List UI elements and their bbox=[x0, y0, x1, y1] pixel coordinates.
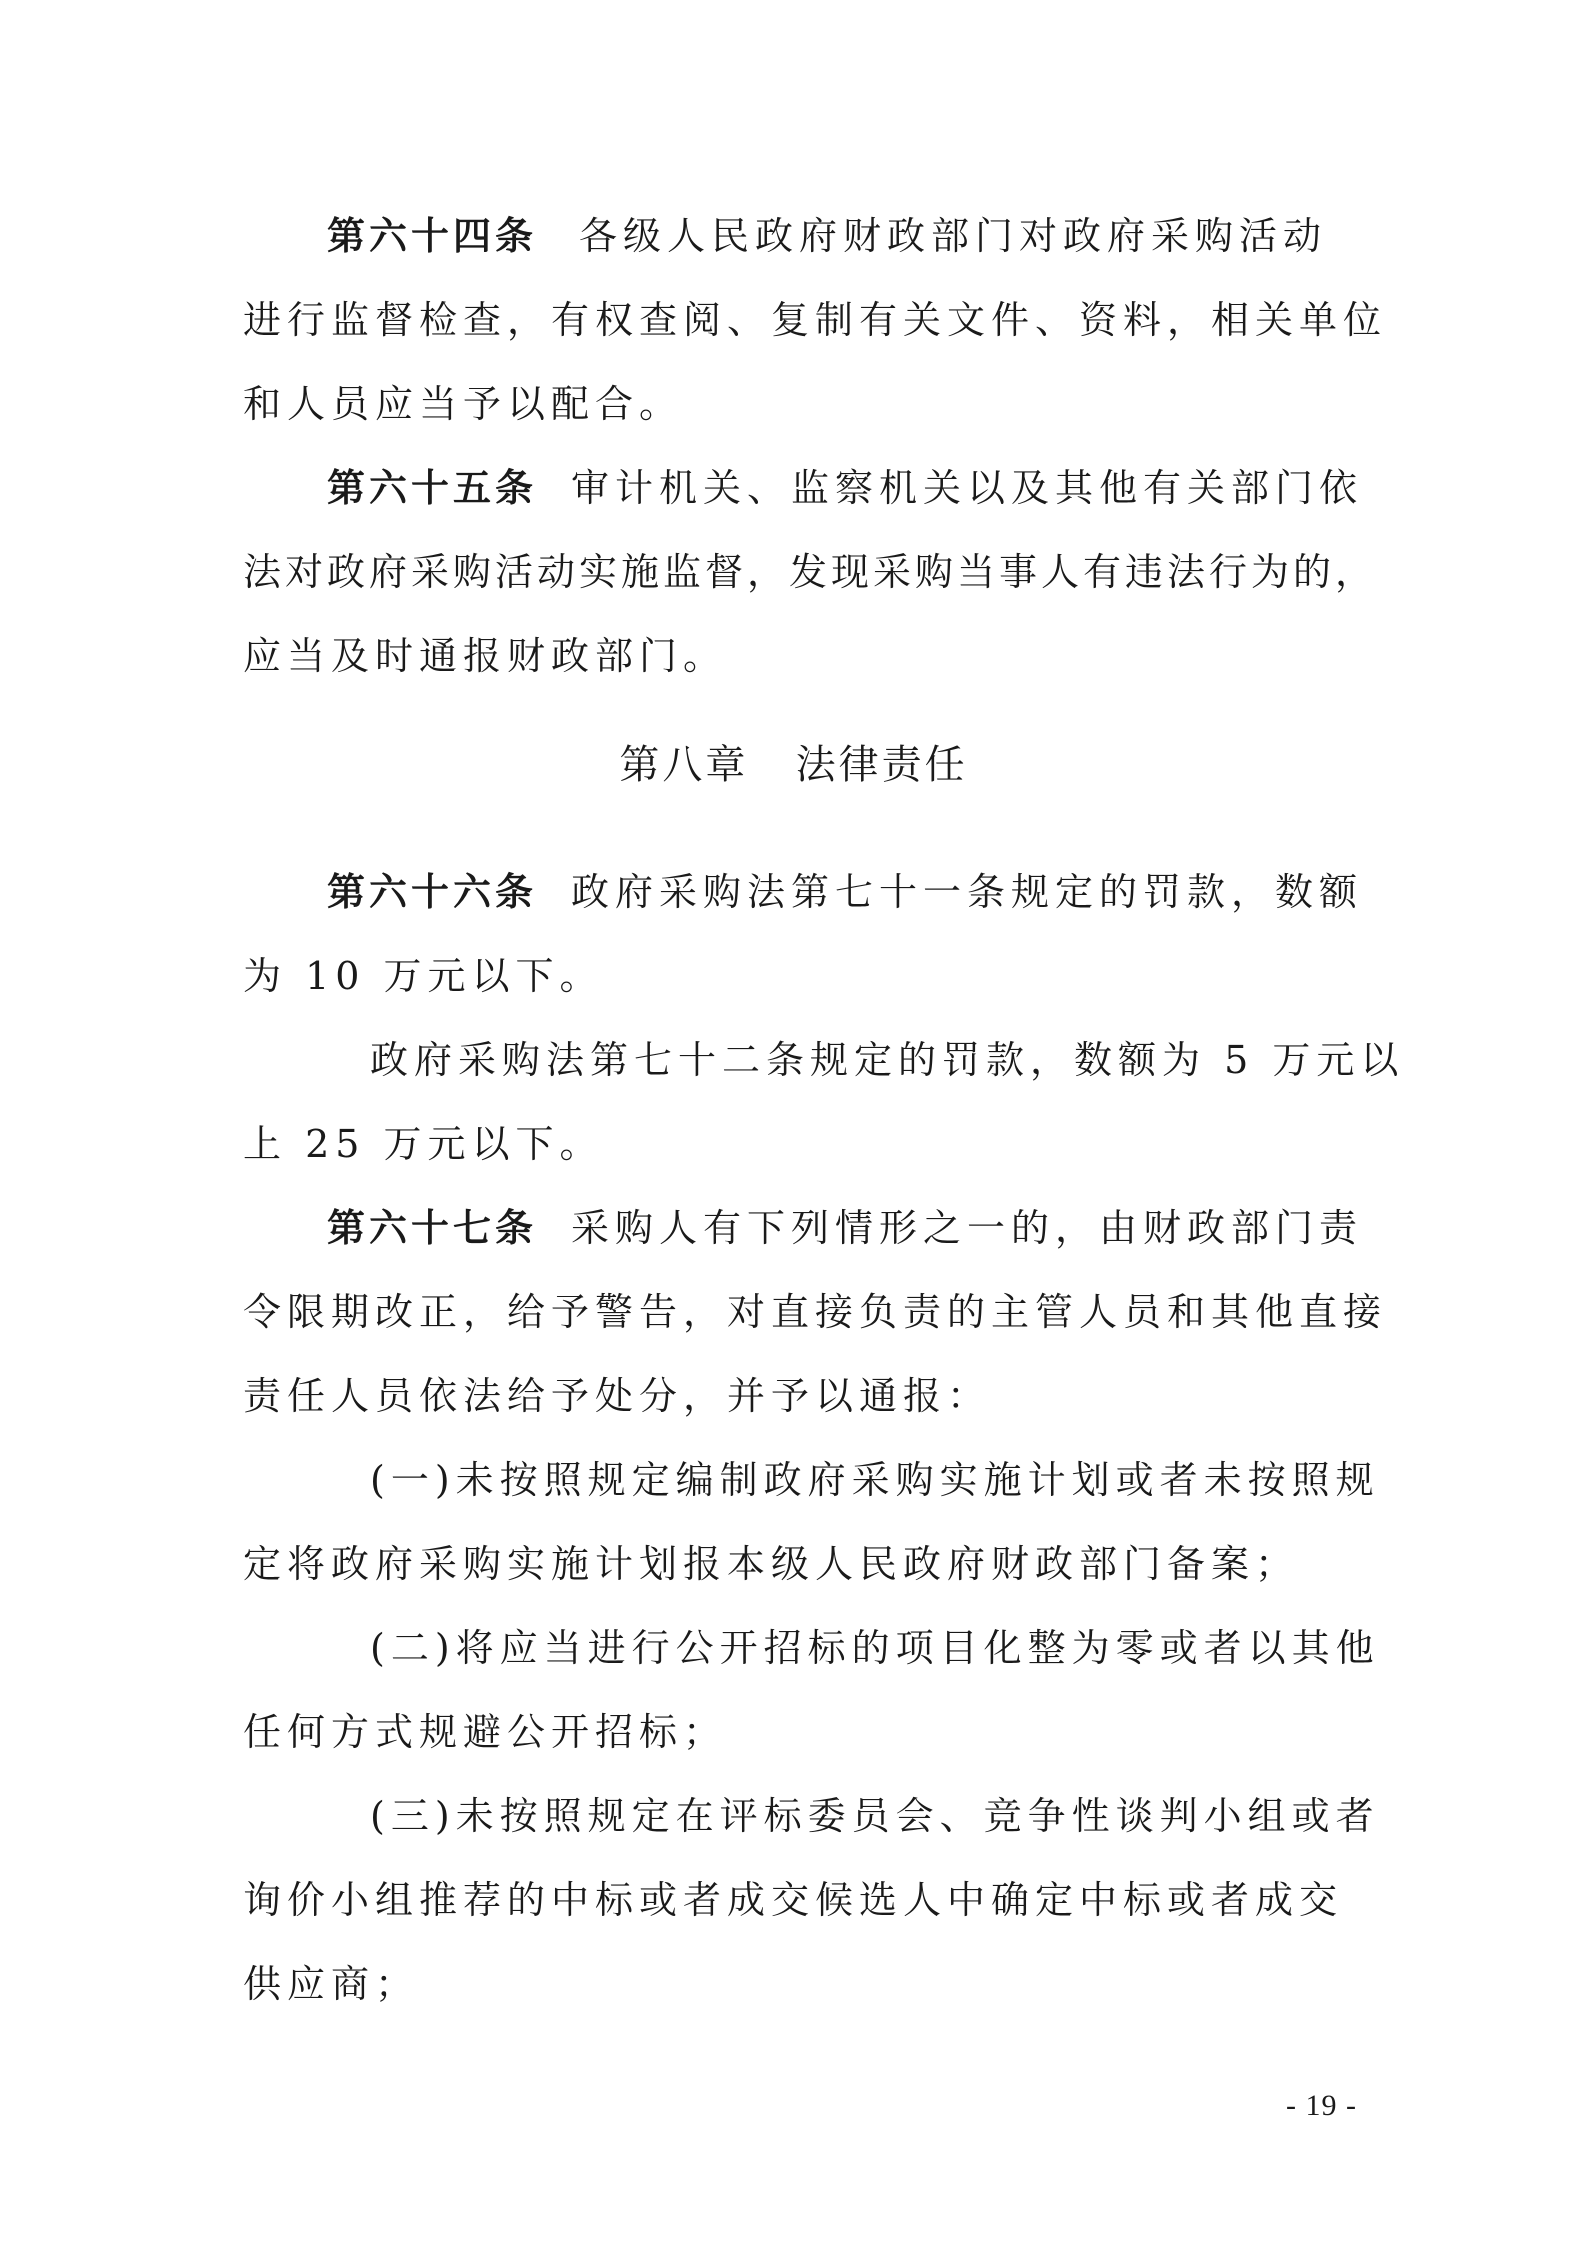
article-67-item-3-line-1: (三)未按照规定在评标委员会、竞争性谈判小组或者 bbox=[370, 1794, 1380, 1838]
article-66-text: 政府采购法第七十一条规定的罚款，数额 bbox=[571, 870, 1364, 914]
article-66-label: 第六十六条 bbox=[327, 870, 538, 914]
article-67-line-2: 令限期改正，给予警告，对直接负责的主管人员和其他直接 bbox=[243, 1290, 1388, 1334]
article-65-line-3: 应当及时通报财政部门。 bbox=[243, 634, 728, 678]
article-64-line-3: 和人员应当予以配合。 bbox=[243, 382, 684, 426]
article-67-text: 采购人有下列情形之一的，由财政部门责 bbox=[571, 1206, 1364, 1250]
article-66-first-line bbox=[327, 869, 1363, 915]
article-67-first-line bbox=[327, 1205, 1363, 1251]
article-64-text: 各级人民政府财政部门对政府采购活动 bbox=[579, 214, 1328, 258]
article-67-item-3-line-3: 供应商； bbox=[243, 1962, 420, 2006]
page-number: - 19 - bbox=[1286, 2089, 1357, 2122]
article-66-para2-line-2: 上 25 万元以下。 bbox=[243, 1122, 604, 1166]
article-64-label: 第六十四条 bbox=[327, 214, 538, 258]
article-66-line-2: 为 10 万元以下。 bbox=[243, 954, 604, 998]
article-67-item-3-line-2: 询价小组推荐的中标或者成交候选人中确定中标或者成交 bbox=[243, 1878, 1344, 1922]
article-66-para2-line-1: 政府采购法第七十二条规定的罚款，数额为 5 万元以 bbox=[370, 1038, 1405, 1082]
chapter-heading: 第八章 法律责任 bbox=[619, 742, 968, 788]
article-65-text: 审计机关、监察机关以及其他有关部门依 bbox=[571, 466, 1364, 510]
article-65-first-line bbox=[327, 465, 1363, 511]
article-64-line-2: 进行监督检查，有权查阅、复制有关文件、资料，相关单位 bbox=[243, 298, 1388, 342]
article-67-item-1-line-2: 定将政府采购实施计划报本级人民政府财政部门备案； bbox=[243, 1542, 1300, 1586]
article-67-item-2-line-2: 任何方式规避公开招标； bbox=[243, 1710, 728, 1754]
article-67-label: 第六十七条 bbox=[327, 1206, 538, 1250]
article-65-line-2: 法对政府采购活动实施监督，发现采购当事人有违法行为的， bbox=[243, 550, 1378, 594]
article-67-item-1-line-1: (一)未按照规定编制政府采购实施计划或者未按照规 bbox=[370, 1458, 1380, 1502]
article-64-first-line bbox=[327, 213, 1327, 259]
article-65-label: 第六十五条 bbox=[327, 466, 538, 510]
article-67-line-3: 责任人员依法给予处分，并予以通报： bbox=[243, 1374, 992, 1418]
article-67-item-2-line-1: (二)将应当进行公开招标的项目化整为零或者以其他 bbox=[370, 1626, 1380, 1670]
